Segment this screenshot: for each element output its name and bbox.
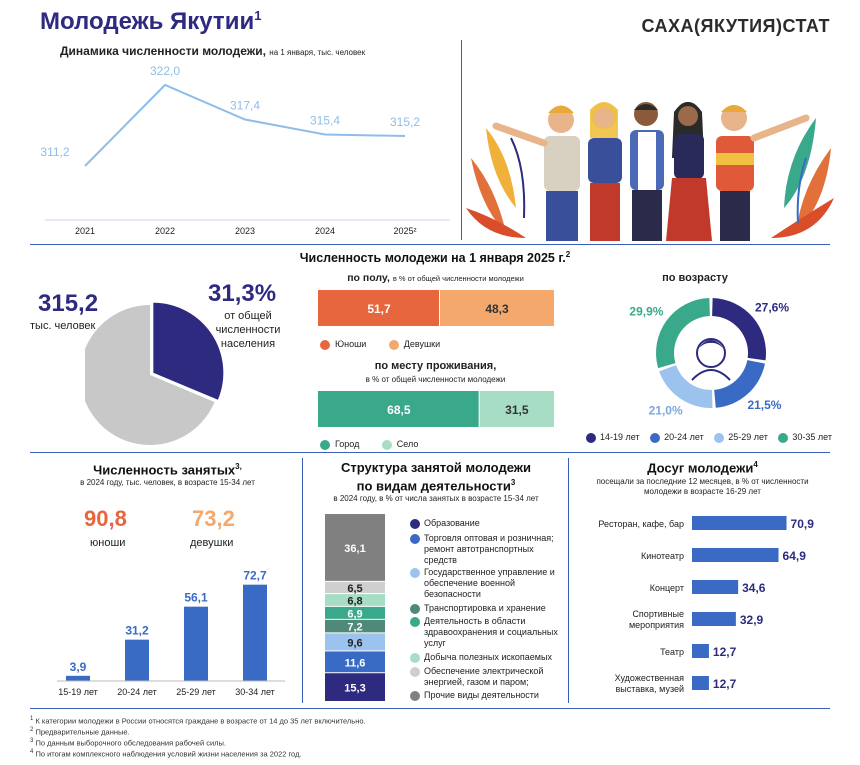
employed-tick-label: 25-29 лет [176,687,216,697]
age-legend-30-35-dot [778,433,788,443]
structure-legend-label: Транспортировка и хранение [424,603,546,613]
sex-legend-male-dot [320,340,330,350]
dynamics-tick-label: 2021 [74,226,96,236]
structure-legend-dot [410,653,420,663]
structure-segment-label: 6,5 [347,582,363,595]
residence-bar-chart [318,391,554,427]
residence-legend-village [382,439,419,450]
leisure-bar-label: 70,9 [790,517,814,531]
res-bars-label: 31,5 [505,403,529,417]
leisure-title-text: Досуг молодежи [647,460,754,476]
age-donut-label: 21,0% [648,403,683,418]
employed-age-chart [45,555,295,705]
dynamics-data-label: 311,2 [40,145,70,159]
leisure-title [575,460,830,475]
dynamics-tick-label: 2024 [314,226,336,236]
leisure-subtitle-line1: посещали за последние 12 месяцев, в % от численности [596,477,809,486]
structure-legend-item [410,567,565,600]
structure-legend-dot [410,617,420,627]
leisure-bar-label: 32,9 [739,613,764,627]
footnote-1-text: К категории молодежи в России относятся граждане в возрасте от 14 до 35 лет включительно. [35,716,366,726]
sex-bar-chart [318,290,554,326]
footnote-4-text: По итогам комплексного наблюдения условий жизни населения за 2022 год. [35,749,302,759]
structure-legend-dot [410,519,420,529]
structure-segment-label: 6,8 [347,595,363,608]
leisure-bar-label: 12,7 [712,645,737,659]
person-3 [630,102,664,241]
employed-tick-label: 30-34 лет [235,687,275,697]
divider-mid-1 [302,458,303,703]
footnote-2: $^2$ Предварительные данные. [30,727,130,737]
leisure-category-label: Театр [660,647,684,657]
leisure-category-label: Кинотеатр [640,551,684,561]
leisure-category-label: Спортивные [632,609,684,619]
age-donut-label: 21,5% [747,398,782,413]
structure-legend-label: Деятельность в области здравоохранения и социальных услуг [424,616,558,648]
brand-logo: САХА(ЯКУТИЯ)СТАТ [641,16,830,36]
residence-legend-city [320,439,359,450]
leisure-subtitle [575,477,830,497]
structure-subtitle: в 2024 году, в % от числа занятых в возрасте 15-34 лет [333,494,539,503]
leisure-category-label: Ресторан, кафе, бар [598,519,684,529]
structure-segment-label: 9,6 [347,637,363,650]
employed-bar [184,607,208,681]
employed-bar-label: 31,2 [125,623,149,638]
divider-mid-2 [568,458,569,703]
employed-tick-label: 15-19 лет [58,687,98,697]
structure-legend-dot [410,691,420,701]
employed-title [40,462,295,477]
structure-legend-dot [410,604,420,614]
age-donut-label: 29,9% [629,304,664,319]
person-avatar-icon [692,339,730,380]
footnote-3-text: По данным выборочного обследования рабочей силы. [35,738,227,748]
footnote-1: $^1$ К категории молодежи в России относятся граждане в возрасте от 14 до 35 лет включительно. [30,716,366,726]
leisure-bar [692,580,738,594]
dynamics-title [60,44,460,58]
sex-legend-female-dot [389,340,399,350]
footnote-2-text: Предварительные данные. [35,727,130,737]
leisure-bar [692,516,787,530]
employed-title-text: Численность занятых [93,462,236,478]
structure-legend-dot [410,667,420,677]
structure-legend-item [410,666,565,688]
structure-legend-item [410,616,565,649]
leisure-category-label: Художественная [614,673,684,683]
structure-segment-label: 11,6 [344,657,366,670]
structure-legend-label: Добыча полезных ископаемых [424,652,552,662]
residence-subtitle: в % от общей численности молодежи [365,375,506,384]
leisure-bar [692,676,709,690]
structure-legend-item [410,652,565,663]
structure-legend-dot [410,568,420,578]
age-legend-20-24 [650,432,704,442]
dynamics-data-label: 315,4 [309,113,341,128]
structure-legend-item [410,533,565,566]
employed-female-value: 73,2 [192,506,235,531]
leaf-decoration-right [771,118,834,238]
total-value: 315,2 [38,290,99,317]
dynamics-tick-label: 2023 [234,226,256,236]
total-share: 31,3% [208,280,277,307]
dynamics-data-label: 322,0 [149,64,181,78]
leisure-bar-label: 64,9 [782,549,806,563]
leisure-subtitle-line2: молодежи в возрасте 16-29 лет [644,487,761,496]
structure-segment-label: 15,3 [344,682,366,695]
dynamics-series-line [85,85,405,166]
residence-legend-city-dot [320,440,330,450]
employed-bar [243,585,267,681]
dynamics-tick-label: 2025² [393,226,417,236]
residence-title: по месту проживания, [374,360,497,372]
sex-legend-female [389,339,440,350]
leisure-category-label: выставка, музей [615,684,684,694]
age-legend [586,432,832,443]
age-donut-label: 27,6% [754,300,790,315]
leisure-bar [692,612,736,626]
employed-male-label: юноши [90,537,126,549]
structure-legend-item [410,518,565,529]
structure-legend-label: Обеспечение электрической энергией, газом и паром; [424,666,544,687]
employed-tick-label: 20-24 лет [117,687,157,697]
dynamics-data-label: 317,4 [229,98,261,113]
sex-title-text: по полу, [347,272,390,284]
divider-h2 [30,452,830,453]
leisure-category-label: Концерт [649,583,684,593]
employed-bar-label: 72,7 [243,568,267,583]
age-legend-25-29-dot [714,433,724,443]
age-legend-14-19 [586,432,640,442]
page-title-sup: 1 [254,8,262,23]
total-share-text: от общей численности населения [215,310,281,350]
structure-title-line2: по видам деятельности [356,478,511,494]
footnote-4: $^4$ По итогам комплексного наблюдения условий жизни населения за 2022 год. [30,749,302,759]
leisure-bar [692,548,779,562]
page-title [40,8,261,36]
dynamics-tick-label: 2022 [154,226,176,236]
total-title-text: Численность молодежи на 1 января 2025 г. [299,251,566,266]
age-legend-25-29 [714,432,768,442]
sex-legend [320,334,458,352]
age-legend-20-24-label: 20-24 лет [664,432,704,442]
age-donut-chart [600,290,830,430]
sex-bars-label: 51,7 [367,302,391,316]
structure-segment-label: 36,1 [344,542,366,555]
structure-legend-label: Торговля оптовая и розничная; ремонт автотранспортных средств [424,533,554,565]
residence-legend-village-dot [382,440,392,450]
total-unit: тыс. человек [30,320,96,332]
employed-title-sup: 3, [235,462,242,471]
res-bars-label: 68,5 [387,403,411,417]
divider-h1 [30,244,830,245]
structure-legend-item [410,690,565,701]
leisure-title-sup: 4 [753,460,758,469]
leisure-bar-chart [572,505,832,705]
total-title [240,250,630,265]
age-legend-25-29-label: 25-29 лет [728,432,768,442]
divider-h3 [30,708,830,709]
structure-legend-item [410,603,565,614]
structure-title-line1: Структура занятой молодежи [341,460,531,475]
structure-title [305,460,567,493]
employed-male-value: 90,8 [84,506,127,531]
sex-subtitle: в % от общей численности молодежи [392,274,524,283]
share-pie-chart [85,290,225,450]
leisure-bar-label: 12,7 [712,677,737,691]
dynamics-data-label: 315,2 [389,115,421,129]
total-title-sup: 2 [565,250,571,259]
age-legend-20-24-dot [650,433,660,443]
leisure-category-label: мероприятия [628,620,684,630]
structure-legend-dot [410,534,420,544]
employed-bar [125,640,149,681]
residence-legend-city-label: Город [335,439,360,449]
leisure-bar-label: 34,6 [742,581,766,595]
residence-legend-village-label: Село [396,439,419,449]
youth-illustration [466,98,836,243]
structure-legend-label: Прочие виды деятельности [424,690,539,700]
employed-bar-label: 56,1 [184,590,208,605]
employed-bar [66,676,90,681]
sex-title [318,272,553,284]
leaf-decoration-left [466,128,526,238]
structure-segment-label: 7,2 [347,621,363,634]
residence-legend [320,434,436,452]
employed-subtitle: в 2024 году, тыс. человек, в возрасте 15-34 лет [80,478,255,487]
dynamics-title-text: Динамика численности молодежи, [60,44,266,58]
age-title: по возрасту [662,272,728,284]
sex-bars-label: 48,3 [485,302,509,316]
dynamics-subtitle: на 1 января, тыс. человек [269,48,366,57]
employed-bar-label: 3,9 [69,659,87,674]
person-2 [588,102,622,241]
structure-legend-label: Государственное управление и обеспечение военной безопасности [424,567,555,599]
age-legend-14-19-label: 14-19 лет [600,432,640,442]
leisure-bar [692,644,709,658]
person-4 [666,102,712,241]
sex-legend-male [320,339,366,350]
dynamics-chart [40,60,460,240]
age-legend-30-35 [778,432,832,442]
structure-title-sup: 3 [510,478,516,487]
structure-segment-label: 6,9 [347,608,363,621]
footnote-3: $^3$ По данным выборочного обследования рабочей силы. [30,738,227,748]
employed-female-label: девушки [190,537,234,549]
person-1 [544,106,580,242]
divider-top [461,40,462,240]
structure-stacked-chart [322,514,388,704]
age-legend-14-19-dot [586,433,596,443]
sex-legend-male-label: Юноши [335,339,367,349]
sex-legend-female-label: Девушки [403,339,441,349]
age-legend-30-35-label: 30-35 лет [792,432,832,442]
structure-legend-label: Образование [424,518,480,528]
page-title-text: Молодежь Якутии [40,8,255,35]
